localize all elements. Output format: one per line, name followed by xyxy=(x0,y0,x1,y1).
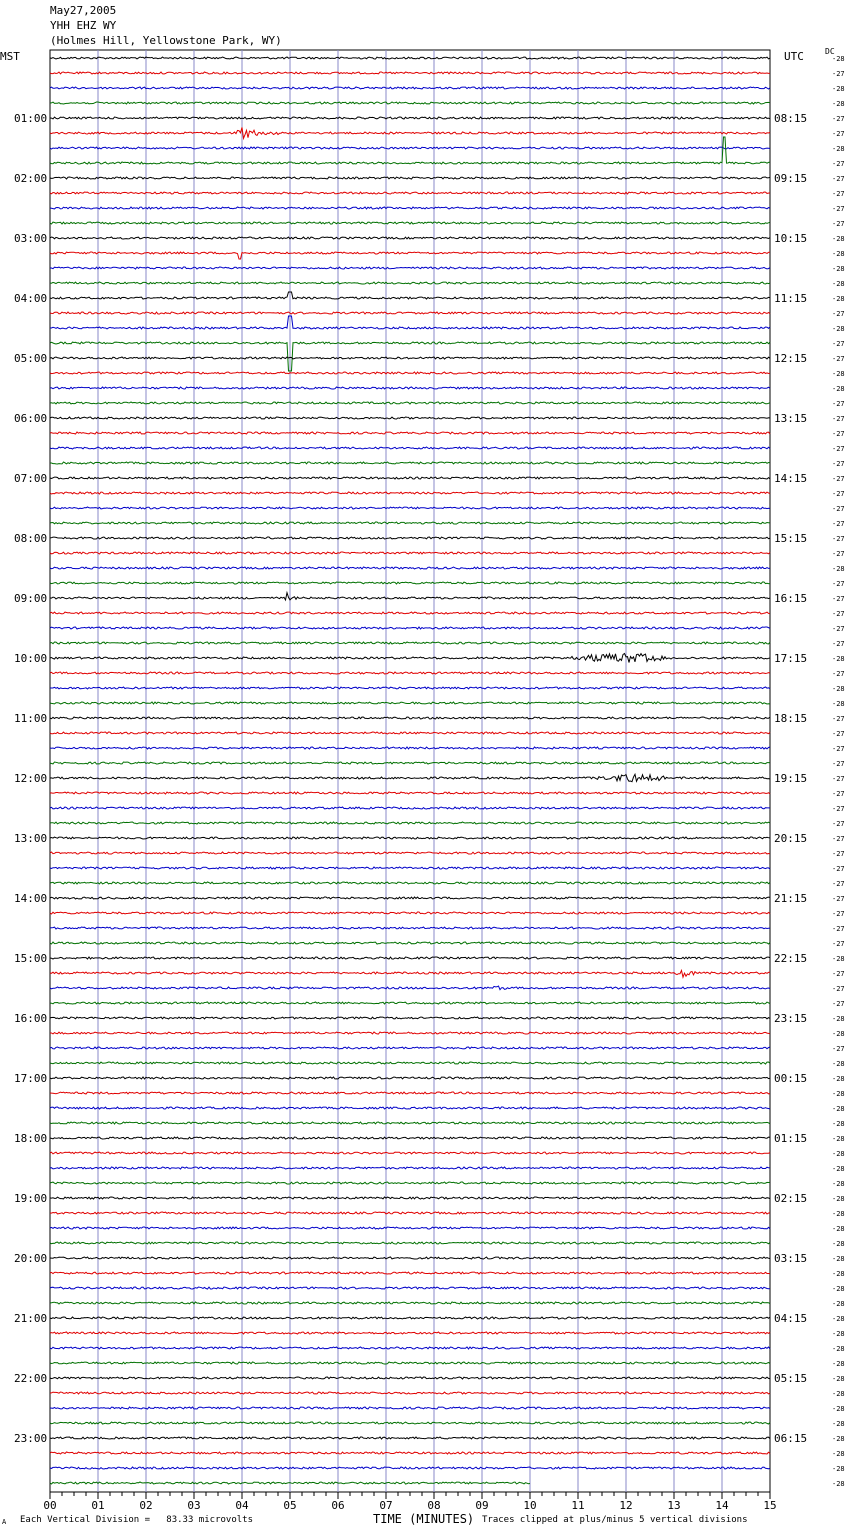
dc-offset-label: -27 xyxy=(832,970,845,978)
mst-hour-label: 06:00 xyxy=(14,412,48,425)
seismic-trace xyxy=(50,342,770,371)
dc-label: DC xyxy=(825,47,835,56)
dc-offset-label: -28 xyxy=(832,1015,845,1023)
mst-hour-label: 23:00 xyxy=(14,1432,48,1445)
seismic-trace xyxy=(50,237,770,239)
dc-offset-label: -27 xyxy=(832,640,845,648)
mst-hour-label: 18:00 xyxy=(14,1132,48,1145)
dc-offset-label: -27 xyxy=(832,910,845,918)
dc-offset-label: -27 xyxy=(832,805,845,813)
utc-hour-label: 16:15 xyxy=(774,592,808,605)
x-tick-label: 04 xyxy=(235,1499,249,1512)
seismic-trace xyxy=(50,1002,770,1004)
seismic-trace xyxy=(50,612,770,614)
mst-hour-label: 17:00 xyxy=(14,1072,48,1085)
dc-offset-label: -27 xyxy=(832,190,845,198)
utc-hour-label: 00:15 xyxy=(774,1072,808,1085)
utc-hour-label: 21:15 xyxy=(774,892,808,905)
seismic-trace xyxy=(50,1467,770,1469)
dc-offset-label: -28 xyxy=(832,1375,845,1383)
dc-offset-label: -27 xyxy=(832,595,845,603)
dc-offset-label: -27 xyxy=(832,895,845,903)
dc-offset-label: -27 xyxy=(832,340,845,348)
dc-offset-label: -27 xyxy=(832,730,845,738)
dc-offset-label: -27 xyxy=(832,625,845,633)
dc-offset-label: -27 xyxy=(832,160,845,168)
dc-offset-label: -27 xyxy=(832,670,845,678)
utc-hour-label: 09:15 xyxy=(774,172,808,185)
seismic-trace xyxy=(50,957,770,959)
dc-offset-label: -28 xyxy=(832,250,845,258)
utc-hour-label: 03:15 xyxy=(774,1252,808,1265)
x-tick-label: 08 xyxy=(427,1499,441,1512)
seismic-trace xyxy=(50,1452,770,1454)
seismic-trace xyxy=(50,87,770,89)
dc-offset-label: -27 xyxy=(832,790,845,798)
seismic-trace xyxy=(50,582,770,584)
utc-hour-label: 02:15 xyxy=(774,1192,808,1205)
dc-offset-label: -28 xyxy=(832,1135,845,1143)
seismic-trace xyxy=(50,1302,770,1304)
x-tick-label: 06 xyxy=(331,1499,345,1512)
dc-offset-label: -27 xyxy=(832,850,845,858)
seismic-trace xyxy=(50,567,770,569)
dc-offset-label: -28 xyxy=(832,235,845,243)
mst-hour-label: 12:00 xyxy=(14,772,48,785)
x-tick-label: 13 xyxy=(667,1499,681,1512)
mst-hour-label: 13:00 xyxy=(14,832,48,845)
seismic-trace xyxy=(50,507,770,509)
dc-offset-label: -28 xyxy=(832,1270,845,1278)
seismic-trace xyxy=(50,747,770,749)
seismic-trace xyxy=(50,1032,770,1034)
dc-offset-label: -28 xyxy=(832,1060,845,1068)
seismic-trace xyxy=(50,252,770,259)
mst-hour-label: 15:00 xyxy=(14,952,48,965)
dc-offset-label: -28 xyxy=(832,1405,845,1413)
mst-hour-label: 20:00 xyxy=(14,1252,48,1265)
dc-offset-label: -27 xyxy=(832,175,845,183)
seismic-trace xyxy=(50,672,770,674)
seismic-trace xyxy=(50,1182,770,1184)
dc-offset-label: -28 xyxy=(832,1390,845,1398)
dc-offset-label: -28 xyxy=(832,1225,845,1233)
dc-offset-label: -27 xyxy=(832,460,845,468)
dc-offset-label: -27 xyxy=(832,205,845,213)
dc-offset-label: -27 xyxy=(832,760,845,768)
dc-offset-label: -28 xyxy=(832,955,845,963)
dc-offset-label: -28 xyxy=(832,1090,845,1098)
seismic-trace xyxy=(50,417,770,419)
seismic-trace xyxy=(50,852,770,854)
seismic-trace xyxy=(50,372,770,374)
seismic-trace xyxy=(50,1332,770,1334)
dc-offset-label: -27 xyxy=(832,745,845,753)
dc-offset-label: -27 xyxy=(832,985,845,993)
utc-hour-label: 11:15 xyxy=(774,292,808,305)
dc-offset-label: -28 xyxy=(832,1345,845,1353)
dc-offset-label: -28 xyxy=(832,1435,845,1443)
x-tick-label: 01 xyxy=(91,1499,105,1512)
seismic-trace xyxy=(50,762,770,764)
seismic-trace xyxy=(50,897,770,899)
mst-hour-label: 14:00 xyxy=(14,892,48,905)
dc-offset-label: -28 xyxy=(832,1150,845,1158)
dc-offset-label: -27 xyxy=(832,130,845,138)
utc-hour-label: 04:15 xyxy=(774,1312,808,1325)
dc-offset-label: -27 xyxy=(832,880,845,888)
seismic-trace xyxy=(50,1407,770,1409)
mst-hour-label: 08:00 xyxy=(14,532,48,545)
seismic-trace xyxy=(50,357,770,359)
dc-offset-label: -28 xyxy=(832,1465,845,1473)
left-timezone-label: MST xyxy=(0,50,20,63)
dc-offset-label: -28 xyxy=(832,145,845,153)
dc-offset-label: -28 xyxy=(832,655,845,663)
seismic-trace xyxy=(50,822,770,824)
dc-offset-label: -28 xyxy=(832,1255,845,1263)
seismic-trace xyxy=(50,1062,770,1064)
x-axis-label: TIME (MINUTES) xyxy=(373,1512,475,1526)
utc-hour-label: 05:15 xyxy=(774,1372,808,1385)
seismic-trace xyxy=(50,986,770,990)
mst-hour-label: 11:00 xyxy=(14,712,48,725)
dc-offset-label: -28 xyxy=(832,700,845,708)
seismic-trace xyxy=(50,1272,770,1274)
utc-hour-label: 06:15 xyxy=(774,1432,808,1445)
seismic-trace xyxy=(50,1137,770,1139)
dc-offset-label: -28 xyxy=(832,1165,845,1173)
seismic-trace xyxy=(50,267,770,269)
utc-hour-label: 17:15 xyxy=(774,652,808,665)
dc-offset-label: -27 xyxy=(832,820,845,828)
dc-offset-label: -28 xyxy=(832,1030,845,1038)
seismic-trace xyxy=(50,292,770,299)
seismic-trace xyxy=(50,1362,770,1364)
mst-hour-label: 16:00 xyxy=(14,1012,48,1025)
x-tick-label: 09 xyxy=(475,1499,489,1512)
mst-hour-label: 22:00 xyxy=(14,1372,48,1385)
seismic-trace xyxy=(50,1212,770,1214)
seismic-trace xyxy=(50,177,770,179)
seismic-trace xyxy=(50,207,770,209)
dc-offset-label: -28 xyxy=(832,685,845,693)
seismic-trace xyxy=(50,1317,770,1319)
x-tick-label: 14 xyxy=(715,1499,729,1512)
dc-offset-label: -28 xyxy=(832,1315,845,1323)
dc-offset-label: -28 xyxy=(832,295,845,303)
seismic-trace xyxy=(50,1167,770,1169)
dc-offset-label: -28 xyxy=(832,370,845,378)
dc-offset-label: -28 xyxy=(832,1180,845,1188)
mst-hour-label: 02:00 xyxy=(14,172,48,185)
seismic-trace xyxy=(50,882,770,884)
seismic-trace xyxy=(50,792,770,794)
station-code: YHH EHZ WY xyxy=(50,19,117,32)
dc-offset-label: -28 xyxy=(832,1195,845,1203)
seismic-trace xyxy=(50,970,770,977)
dc-offset-label: -28 xyxy=(832,100,845,108)
utc-hour-label: 18:15 xyxy=(774,712,808,725)
seismic-trace xyxy=(50,1047,770,1049)
plot-date: May27,2005 xyxy=(50,4,117,17)
seismic-trace xyxy=(50,1392,770,1394)
dc-offset-label: -28 xyxy=(832,1300,845,1308)
seismic-trace xyxy=(50,702,770,704)
seismic-trace xyxy=(50,627,770,629)
scale-note: Each Vertical Division = 83.33 microvolts xyxy=(20,1515,253,1525)
dc-offset-label: -27 xyxy=(832,415,845,423)
utc-hour-label: 20:15 xyxy=(774,832,808,845)
dc-offset-label: -27 xyxy=(832,355,845,363)
utc-hour-label: 19:15 xyxy=(774,772,808,785)
dc-offset-label: -28 xyxy=(832,280,845,288)
seismic-trace xyxy=(50,1422,770,1424)
dc-offset-label: -27 xyxy=(832,445,845,453)
mst-hour-label: 05:00 xyxy=(14,352,48,365)
seismic-trace xyxy=(50,57,770,59)
utc-hour-label: 10:15 xyxy=(774,232,808,245)
dc-offset-label: -28 xyxy=(832,1075,845,1083)
mst-hour-label: 09:00 xyxy=(14,592,48,605)
dc-offset-label: -27 xyxy=(832,400,845,408)
x-tick-label: 00 xyxy=(43,1499,57,1512)
seismic-trace xyxy=(50,912,770,914)
seismic-trace xyxy=(50,593,770,600)
dc-offset-label: -28 xyxy=(832,1450,845,1458)
seismic-trace xyxy=(50,222,770,224)
utc-hour-label: 23:15 xyxy=(774,1012,808,1025)
dc-offset-label: -27 xyxy=(832,115,845,123)
dc-offset-label: -27 xyxy=(832,580,845,588)
x-tick-label: 03 xyxy=(187,1499,201,1512)
dc-offset-label: -27 xyxy=(832,430,845,438)
utc-hour-label: 15:15 xyxy=(774,532,808,545)
x-tick-label: 07 xyxy=(379,1499,393,1512)
seismic-trace xyxy=(50,687,770,689)
seismic-trace xyxy=(50,1242,770,1244)
seismic-trace xyxy=(50,867,770,869)
dc-offset-label: -27 xyxy=(832,535,845,543)
right-timezone-label: UTC xyxy=(784,50,804,63)
seismic-trace xyxy=(50,192,770,194)
x-tick-label: 11 xyxy=(571,1499,585,1512)
x-tick-label: 10 xyxy=(523,1499,537,1512)
seismic-trace xyxy=(50,552,770,554)
dc-offset-label: -27 xyxy=(832,505,845,513)
dc-offset-label: -28 xyxy=(832,1420,845,1428)
seismic-trace xyxy=(50,1017,770,1019)
seismic-trace xyxy=(50,1257,770,1259)
dc-offset-label: -27 xyxy=(832,1045,845,1053)
seismic-trace xyxy=(50,432,770,434)
dc-offset-label: -27 xyxy=(832,1000,845,1008)
seismic-trace xyxy=(50,537,770,539)
clip-note: Traces clipped at plus/minus 5 vertical divisions xyxy=(482,1515,748,1525)
seismic-trace xyxy=(50,312,770,314)
dc-offset-label: -27 xyxy=(832,490,845,498)
utc-hour-label: 14:15 xyxy=(774,472,808,485)
dc-offset-label: -28 xyxy=(832,1120,845,1128)
seismic-trace xyxy=(50,1152,770,1154)
dc-offset-label: -28 xyxy=(832,1240,845,1248)
dc-offset-label: -28 xyxy=(832,55,845,63)
seismic-trace xyxy=(50,316,770,329)
mst-hour-label: 21:00 xyxy=(14,1312,48,1325)
seismic-trace xyxy=(50,1107,770,1109)
dc-offset-label: -28 xyxy=(832,265,845,273)
dc-offset-label: -27 xyxy=(832,775,845,783)
seismic-trace xyxy=(50,1437,770,1439)
seismic-trace xyxy=(50,282,770,284)
seismic-trace xyxy=(50,477,770,479)
dc-offset-label: -27 xyxy=(832,520,845,528)
utc-hour-label: 01:15 xyxy=(774,1132,808,1145)
seismic-trace xyxy=(50,462,770,464)
dc-offset-label: -28 xyxy=(832,1480,845,1488)
seismic-trace xyxy=(50,137,770,164)
dc-offset-label: -27 xyxy=(832,220,845,228)
seismic-trace xyxy=(50,732,770,734)
dc-offset-label: -28 xyxy=(832,1210,845,1218)
dc-offset-label: -28 xyxy=(832,325,845,333)
seismic-trace xyxy=(50,1197,770,1199)
mst-hour-label: 03:00 xyxy=(14,232,48,245)
dc-offset-label: -27 xyxy=(832,610,845,618)
mst-hour-label: 01:00 xyxy=(14,112,48,125)
dc-offset-label: -27 xyxy=(832,925,845,933)
dc-offset-label: -28 xyxy=(832,385,845,393)
seismic-trace xyxy=(50,717,770,719)
seismic-trace xyxy=(50,117,770,119)
utc-hour-label: 12:15 xyxy=(774,352,808,365)
footer-mark: A xyxy=(2,1518,7,1526)
mst-hour-label: 19:00 xyxy=(14,1192,48,1205)
seismic-trace xyxy=(50,642,770,644)
dc-offset-label: -28 xyxy=(832,1105,845,1113)
dc-offset-label: -28 xyxy=(832,1285,845,1293)
seismic-trace xyxy=(50,927,770,929)
dc-offset-label: -27 xyxy=(832,865,845,873)
seismic-trace xyxy=(50,522,770,524)
utc-hour-label: 08:15 xyxy=(774,112,808,125)
dc-offset-label: -27 xyxy=(832,835,845,843)
seismic-trace xyxy=(50,1287,770,1289)
mst-hour-label: 10:00 xyxy=(14,652,48,665)
mst-hour-label: 07:00 xyxy=(14,472,48,485)
dc-offset-label: -27 xyxy=(832,715,845,723)
dc-offset-label: -28 xyxy=(832,565,845,573)
seismic-trace xyxy=(50,147,770,149)
seismic-trace xyxy=(50,1077,770,1079)
seismic-trace xyxy=(50,807,770,809)
utc-hour-label: 22:15 xyxy=(774,952,808,965)
dc-offset-label: -28 xyxy=(832,1330,845,1338)
seismic-trace xyxy=(50,72,770,74)
seismic-trace xyxy=(50,1347,770,1349)
seismic-trace xyxy=(50,387,770,389)
dc-offset-label: -27 xyxy=(832,550,845,558)
seismic-trace xyxy=(50,102,770,104)
seismic-trace xyxy=(50,1122,770,1124)
dc-offset-label: -27 xyxy=(832,940,845,948)
seismic-trace xyxy=(50,1227,770,1229)
seismic-trace xyxy=(50,774,770,781)
x-tick-label: 15 xyxy=(763,1499,777,1512)
dc-offset-label: -27 xyxy=(832,310,845,318)
station-location: (Holmes Hill, Yellowstone Park, WY) xyxy=(50,34,282,47)
seismic-trace xyxy=(50,942,770,944)
x-tick-label: 02 xyxy=(139,1499,153,1512)
seismic-trace xyxy=(50,492,770,494)
seismic-trace xyxy=(50,1377,770,1379)
plot-frame xyxy=(50,50,770,1492)
dc-offset-label: -27 xyxy=(832,70,845,78)
x-tick-label: 05 xyxy=(283,1499,297,1512)
seismic-trace xyxy=(50,127,770,138)
dc-offset-label: -28 xyxy=(832,1360,845,1368)
dc-offset-label: -28 xyxy=(832,85,845,93)
seismic-trace xyxy=(50,1092,770,1094)
utc-hour-label: 13:15 xyxy=(774,412,808,425)
seismic-trace xyxy=(50,402,770,404)
dc-offset-label: -27 xyxy=(832,475,845,483)
mst-hour-label: 04:00 xyxy=(14,292,48,305)
x-tick-label: 12 xyxy=(619,1499,633,1512)
seismic-trace xyxy=(50,837,770,839)
seismic-trace xyxy=(50,654,770,663)
seismic-trace xyxy=(50,447,770,449)
